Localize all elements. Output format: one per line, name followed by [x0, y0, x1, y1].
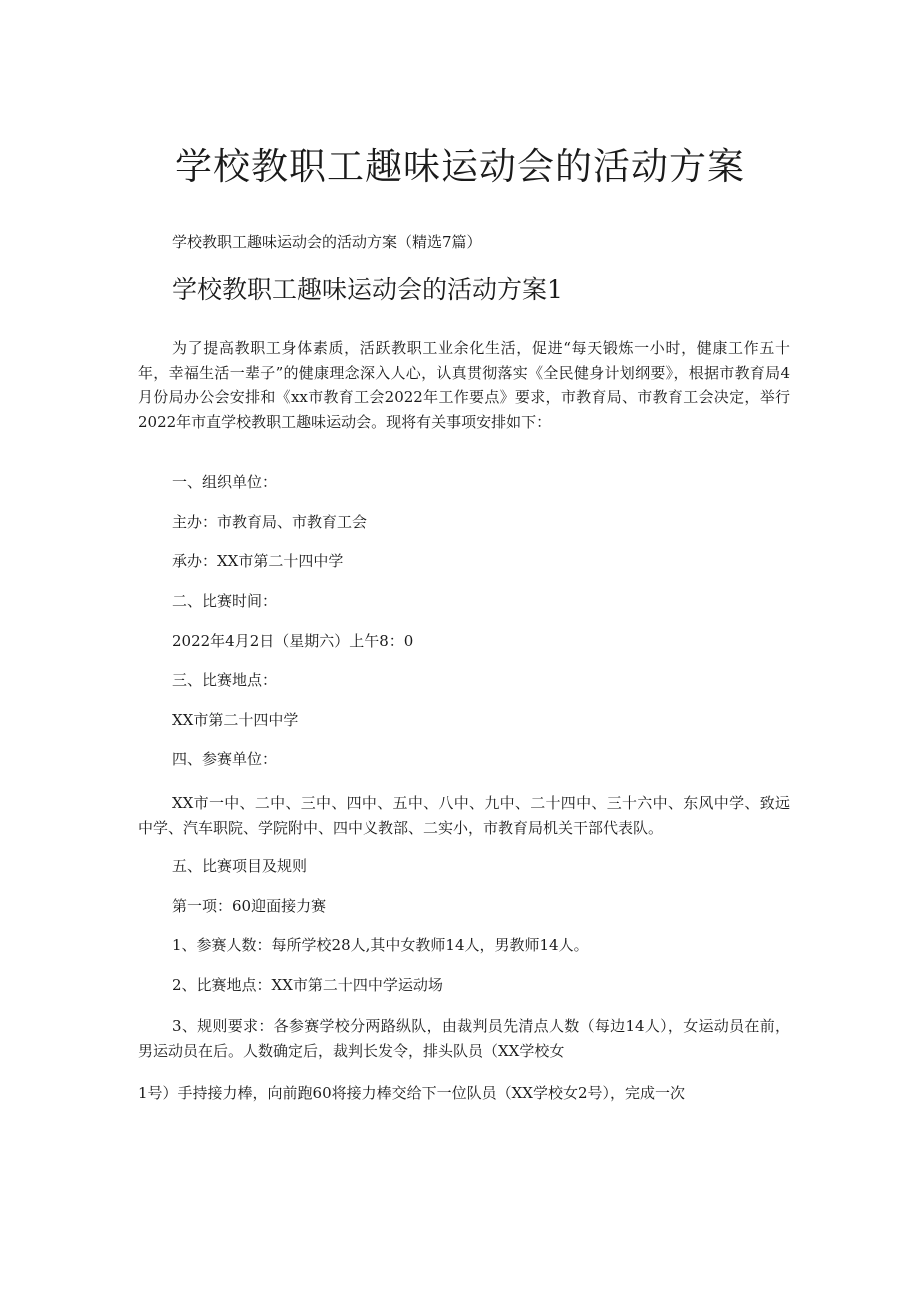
document-title: 学校教职工趣味运动会的活动方案	[175, 145, 745, 188]
units-paragraph: XX市一中、二中、三中、四中、五中、八中、九中、二十四中、三十六中、东风中学、致远中学、汽车职院、学院附中、四中义教部、二实小，市教育局机关干部代表队。	[138, 794, 790, 837]
event1-rule2: 2、比赛地点：XX市第二十四中学运动场	[172, 976, 443, 994]
venue-heading: 三、比赛地点：	[172, 671, 278, 689]
units-heading: 四、参赛单位：	[172, 750, 278, 768]
time-heading: 二、比赛时间：	[172, 592, 278, 610]
document-subtitle: 学校教职工趣味运动会的活动方案（精选7篇）	[172, 233, 482, 251]
section-heading: 学校教职工趣味运动会的活动方案1	[172, 275, 563, 304]
events-heading: 五、比赛项目及规则	[172, 857, 308, 875]
intro-paragraph: 为了提高教职工身体素质，活跃教职工业余化生活，促进“每天锻炼一小时，健康工作五十年，幸福生活一辈子”的健康理念深入人心，认真贯彻落实《全民健身计划纲要》，根据市教育局4月份局办公会安排和《xx市教育工会2022年工作要点》要求，市教育局、市教育工会决定，举行2022年市直学校教职工趣味运动会。现将有关事项安排如下：	[138, 339, 790, 431]
event1-rule3-continued: 1号）手持接力棒，向前跑60将接力棒交给下一位队员（XX学校女2号），完成一次	[138, 1084, 686, 1102]
org-heading: 一、组织单位：	[172, 473, 278, 491]
organizer-line: 承办：XX市第二十四中学	[172, 552, 344, 570]
event1-title: 第一项：60迎面接力赛	[172, 897, 327, 915]
venue-value: XX市第二十四中学	[172, 711, 299, 729]
time-value: 2022年4月2日（星期六）上午8：0	[172, 632, 414, 650]
event1-rule3: 3、规则要求：各参赛学校分两路纵队，由裁判员先清点人数（每边14人），女运动员在前，男运动员在后。人数确定后，裁判长发令，排头队员（XX学校女	[138, 1017, 790, 1060]
event1-rule1: 1、参赛人数：每所学校28人,其中女教师14人，男教师14人。	[172, 936, 589, 954]
host-line: 主办：市教育局、市教育工会	[172, 513, 368, 531]
